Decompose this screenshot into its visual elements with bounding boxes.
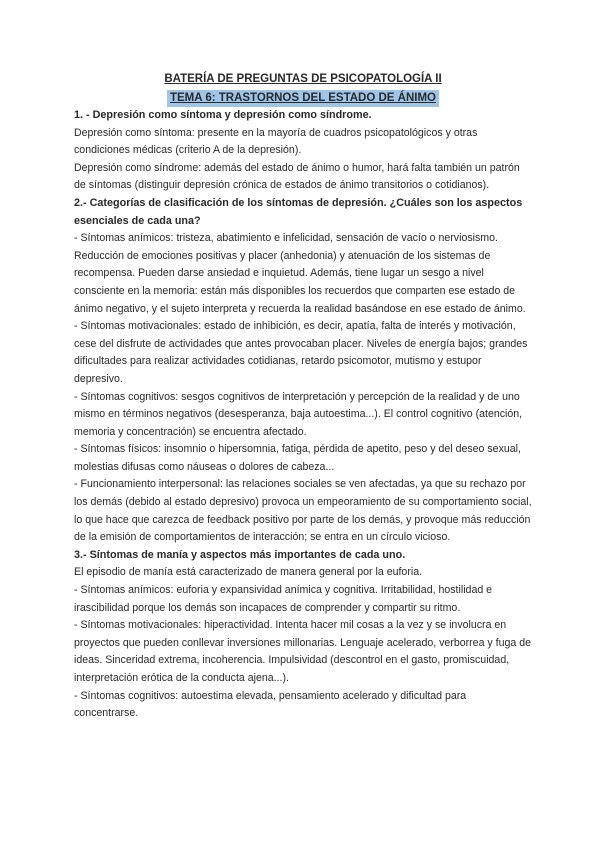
- question-1: 1. - Depresión como síntoma y depresión como síndrome.: [74, 109, 372, 121]
- document-page: [74, 70, 532, 723]
- paragraph: - Síntomas anímicos: euforia y expansividad anímica y cognitiva. Irritabilidad, hostilidad e irascibilidad porque los demás son incapaces de comprender y compartir su ritmo.: [74, 584, 493, 614]
- paragraph: Depresión como síntoma: presente en la mayoría de cuadros psicopatológicos y otras condiciones médicas (criterio A de la depresión).: [74, 126, 478, 157]
- document-subtitle: TEMA 6: TRASTORNOS DEL ESTADO DE ÁNIMO: [167, 90, 439, 107]
- paragraph: - Síntomas motivacionales: estado de inhibición, es decir, apatía, falta de interés y motivación, cese del disfrute de actividades que antes provocaban placer. Niveles de energía bajos; grandes dificultades para realizar actividades cotidianas, retardo psicomotor, mutismo y estupor depresivo.: [74, 320, 528, 385]
- paragraph: - Síntomas motivacionales: hiperactividad. Intenta hacer mil cosas a la vez y se involucra en proyectos que pueden conllevar inversiones millonarias. Lenguaje acelerado, verborrea y fuga de ideas. Sinceridad extrema, incoherencia. Impulsividad (descontrol en el gasto, promiscuidad, interpretación erótica de la conducta ajena...).: [74, 619, 531, 684]
- paragraph: - Síntomas físicos: insomnio o hipersomnia, fatiga, pérdida de apetito, peso y del deseo sexual, molestias difusas como náuseas o dolores de cabeza...: [74, 443, 521, 473]
- paragraph: Depresión como síndrome: además del estado de ánimo o humor, hará falta también un patrón de síntomas (distinguir depresión crónica de estados de ánimo transitorios o cotidianos).: [74, 161, 520, 192]
- question-2: 2.- Categorías de clasificación de los síntomas de depresión. ¿Cuáles son los aspectos esenciales de cada una?: [74, 196, 523, 227]
- paragraph: - Síntomas cognitivos: autoestima elevada, pensamiento acelerado y dificultad para concentrarse.: [74, 689, 467, 720]
- document-title: BATERÍA DE PREGUNTAS DE PSICOPATOLOGÍA II: [164, 73, 442, 85]
- question-3: 3.- Síntomas de manía y aspectos más importantes de cada uno.: [74, 548, 406, 561]
- paragraph: - Síntomas anímicos: tristeza, abatimiento e infelicidad, sensación de vacío o nerviosismo. Reducción de emociones positivas y placer (anhedonia) y atenuación de los sistemas de recompensa. Pueden darse ansiedad e inquietud. Además, tiene lugar un sesgo a nivel consciente en la memoria: están más disponibles los recuerdos que comparten ese estado de ánimo negativo, y el sujeto interpreta y recuerda la realidad basándose en ese estado de ánimo.: [74, 232, 526, 315]
- paragraph: - Funcionamiento interpersonal: las relaciones sociales se ven afectadas, ya que su rechazo por los demás (debido al estado depresivo) provoca un empeoramiento de su comportamiento social, lo que hace que carezca de feedback positivo por parte de los demás, y provoque más reducción de la emisión de comportamientos de interacción; se entra en un círculo vicioso.: [74, 478, 532, 544]
- document-subtitle-row: [74, 88, 532, 107]
- paragraph: El episodio de manía está caracterizado de manera general por la euforia.: [74, 566, 423, 579]
- paragraph: - Síntomas cognitivos: sesgos cognitivos de interpretación y percepción de la realidad y de uno mismo en términos negativos (desesperanza, baja autoestima...). El control cognitivo (atención, memoria y concentración) se encuentra afectado.: [74, 390, 523, 438]
